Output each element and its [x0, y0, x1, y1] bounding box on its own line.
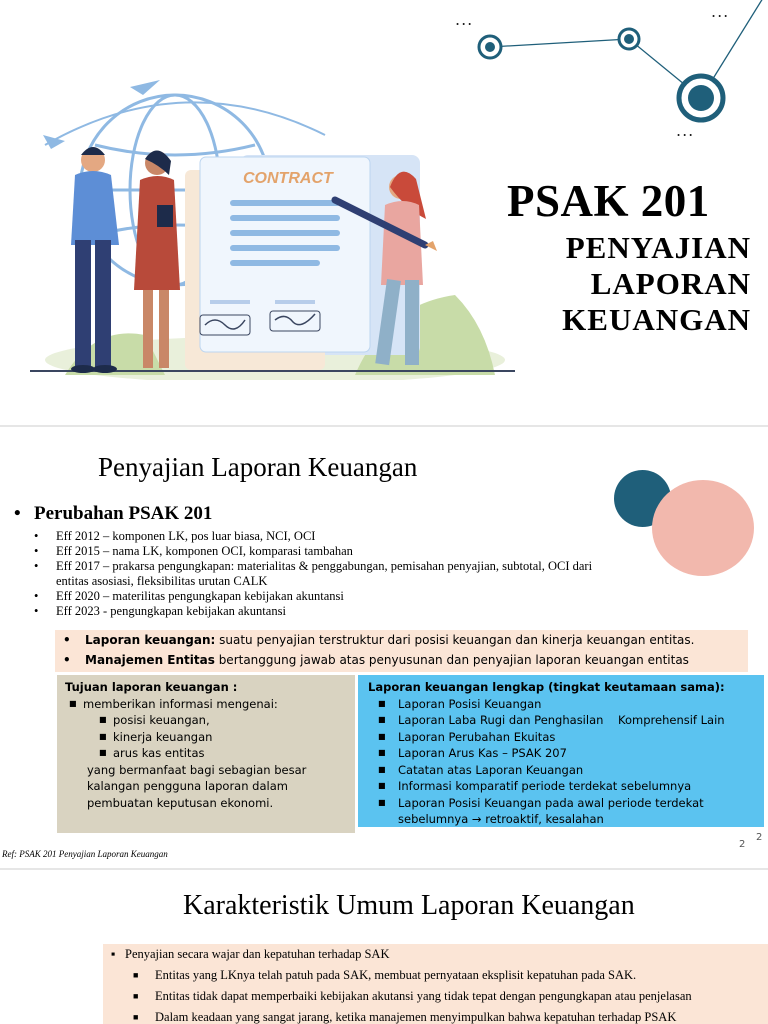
slide2-title: Penyajian Laporan Keuangan [98, 452, 418, 482]
laporan-item: ■ Informasi komparatif periode terdekat sebelumnya [368, 778, 754, 795]
definition-box [55, 630, 748, 672]
eff-item: • Eff 2012 – komponen LK, pos luar biasa, NCI, OCI [34, 529, 594, 544]
slide-karakteristik [0, 870, 768, 1024]
tujuan-item: ■ memberikan informasi mengenai: [65, 696, 347, 713]
definition-manajemen: • Manajemen Entitas bertanggung jawab atas penyusunan dan penyajian laporan keuangan entitas [55, 650, 748, 670]
subtitle-line-3: KEUANGAN [562, 302, 751, 337]
slide-penyajian [0, 428, 768, 868]
eff-item: • Eff 2023 - pengungkapan kebijakan akuntansi [34, 604, 594, 619]
reference-note: Ref: PSAK 201 Penyajian Laporan Keuangan [2, 849, 168, 859]
eff-item: • Eff 2020 – materilitas pengungkapan kebijakan akuntansi [34, 589, 594, 604]
subtitle-line-1: PENYAJIAN [565, 230, 751, 265]
page-number: 2 [756, 832, 763, 843]
contract-illustration [25, 75, 525, 380]
eff-item: • Eff 2015 – nama LK, komponen OCI, komparasi tambahan [34, 544, 594, 559]
karakteristik-subitem: ■ Dalam keadaan yang sangat jarang, ketika manajemen menyimpulkan bahwa kepatuhan terhadap PSAK [103, 1007, 768, 1024]
slide-title [0, 0, 768, 425]
tujuan-subitem: ■ posisi keuangan, [65, 712, 347, 729]
karakteristik-subitem: ■ Entitas tidak dapat memperbaiki kebijakan akutansi yang tidak tepat dengan pengungkapan atau penjelasan [103, 986, 768, 1007]
tujuan-subitem: ■ kinerja keuangan [65, 729, 347, 746]
tujuan-title: Tujuan laporan keuangan : [65, 680, 238, 694]
eff-list [34, 529, 594, 619]
paper-plane-icon [130, 80, 160, 95]
slide-title-main: PSAK 201 [507, 176, 710, 226]
tujuan-subitem: ■ arus kas entitas [65, 745, 347, 762]
page-number-small: 2 [739, 839, 746, 850]
ellipsis-3: ... [676, 121, 695, 140]
laporan-item: ■ Laporan Laba Rugi dan Penghasilan Komprehensif Lain [368, 712, 754, 729]
laporan-item: ■ Laporan Posisi Keuangan pada awal periode terdekat sebelumnya → retroaktif, kesalahan [368, 795, 754, 828]
ellipsis-2: ... [711, 2, 730, 21]
laporan-lengkap-title: Laporan keuangan lengkap (tingkat keutamaan sama): [368, 680, 725, 694]
laporan-item: ■ Laporan Posisi Keuangan [368, 696, 754, 713]
perubahan-heading: • Perubahan PSAK 201 [14, 503, 213, 524]
karakteristik-item: ▪ Penyajian secara wajar dan kepatuhan terhadap SAK [103, 944, 768, 965]
eff-item: • Eff 2017 – prakarsa pengungkapan: materialitas & penggabungan, pemisahan penyajian, subtotal, OCI dari entitas asosiasi, fleksibilitas urutan CALK [34, 559, 594, 589]
laporan-lengkap-box [358, 675, 764, 827]
laporan-item: ■ Catatan atas Laporan Keuangan [368, 762, 754, 779]
definition-laporan: • Laporan keuangan: suatu penyajian terstruktur dari posisi keuangan dan kinerja keuangan entitas. [55, 630, 748, 650]
slide-divider [0, 425, 768, 427]
laporan-item: ■ Laporan Arus Kas – PSAK 207 [368, 745, 754, 762]
karakteristik-box [103, 944, 768, 1024]
slide3-title: Karakteristik Umum Laporan Keuangan [183, 890, 635, 921]
laporan-item: ■ Laporan Perubahan Ekuitas [368, 729, 754, 746]
ellipsis-1: ... [455, 10, 474, 29]
karakteristik-subitem: ■ Entitas yang LKnya telah patuh pada SAK, membuat pernyataan eksplisit kepatuhan pada SAK. [103, 965, 768, 986]
contract-label: CONTRACT [243, 170, 333, 187]
tujuan-tail: yang bermanfaat bagi sebagian besar kalangan pengguna laporan dalam pembuatan keputusan ekonomi. [87, 762, 307, 810]
subtitle-line-2: LAPORAN [590, 266, 751, 301]
tujuan-box [57, 675, 355, 833]
decor-circle-salmon [652, 480, 754, 576]
